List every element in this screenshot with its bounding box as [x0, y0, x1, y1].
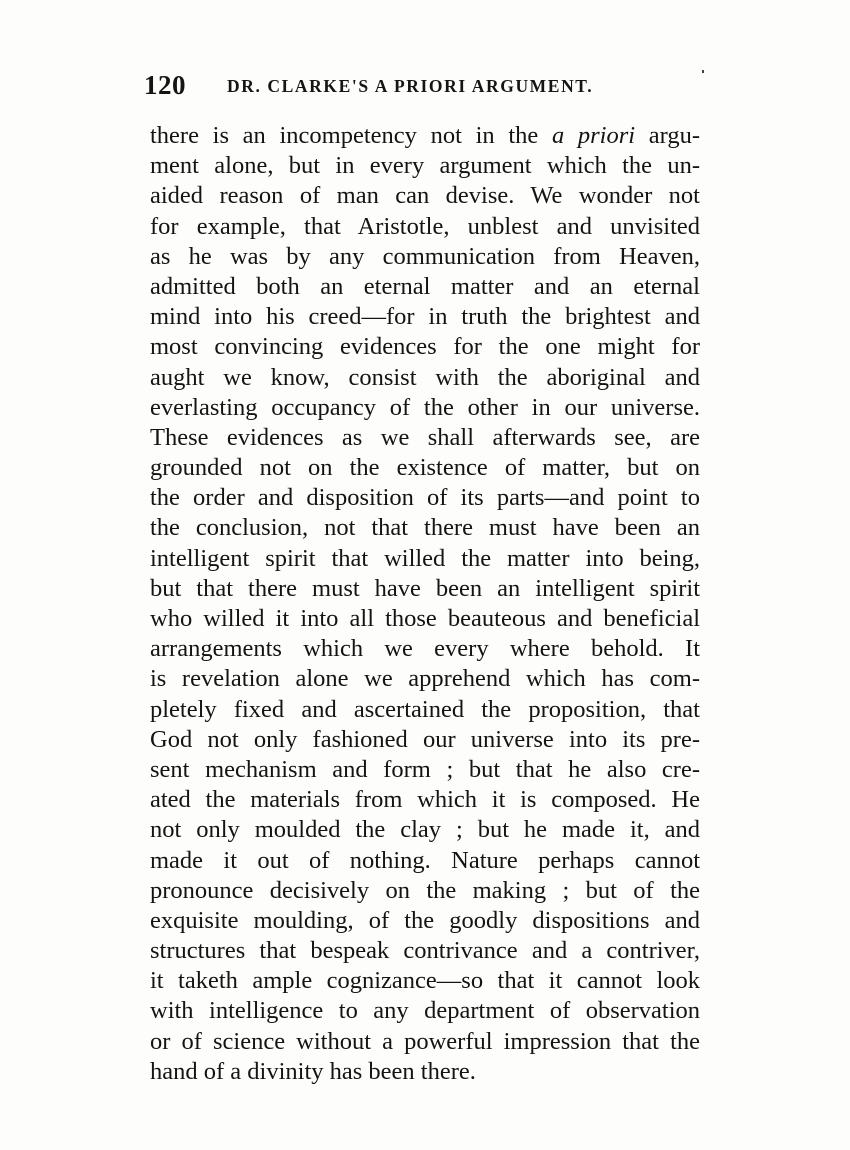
text-segment: there is an incompetency not in the [150, 122, 552, 149]
text-segment: mind into his creed—for in truth the brightest and [150, 303, 700, 331]
text-line [150, 453, 700, 483]
italic-text-segment: a priori [551, 122, 636, 149]
text-line [150, 181, 700, 211]
text-line [150, 483, 700, 513]
text-segment: but that there must have been an intelligent spirit [150, 574, 700, 602]
text-line [150, 121, 700, 151]
text-line [150, 876, 700, 906]
text-segment: not only moulded the clay ; but he made it, and [150, 816, 700, 844]
text-segment: grounded not on the existence of matter, but on [150, 454, 700, 482]
text-line [150, 996, 700, 1026]
text-segment: pletely fixed and ascertained the proposition, that [150, 695, 700, 723]
text-segment: pronounce decisively on the making ; but of the [150, 876, 700, 904]
text-segment: God not only fashioned our universe into its pre- [150, 725, 700, 753]
text-segment: for example, that Aristotle, unblest and unvisited [150, 212, 700, 240]
text-segment: ated the materials from which it is composed. He [150, 786, 700, 814]
text-line [150, 393, 700, 423]
text-segment: exquisite moulding, of the goodly dispositions and [150, 906, 700, 934]
text-segment: sent mechanism and form ; but that he also cre- [150, 755, 700, 783]
text-segment: as he was by any communication from Heaven, [150, 242, 700, 270]
text-line [150, 634, 700, 664]
text-line [150, 1027, 700, 1057]
text-line [150, 574, 700, 604]
text-segment: structures that bespeak contrivance and a contriver, [150, 937, 700, 965]
text-line [150, 302, 700, 332]
text-line [150, 966, 700, 996]
text-segment: arrangements which we every where behold. It [150, 635, 700, 663]
text-segment: argu- [635, 122, 700, 149]
text-line [150, 846, 700, 876]
text-line [150, 906, 700, 936]
text-line [150, 695, 700, 725]
text-segment: with intelligence to any department of observation [150, 997, 700, 1025]
text-segment: the conclusion, not that there must have been an [150, 514, 700, 542]
text-line [150, 725, 700, 755]
text-segment: who willed it into all those beauteous and beneficial [150, 605, 700, 632]
stray-ink-mark [702, 70, 704, 73]
text-segment: aided reason of man can devise. We wonder not [150, 182, 700, 210]
text-segment: admitted both an eternal matter and an eternal [150, 272, 700, 300]
text-line [150, 363, 700, 393]
text-segment: aught we know, consist with the aboriginal and [150, 363, 700, 391]
text-line [150, 664, 700, 694]
text-line [150, 423, 700, 453]
page-number: 120 [144, 70, 186, 100]
text-segment: ment alone, but in every argument which the un- [150, 152, 700, 180]
text-line [150, 151, 700, 181]
text-line [150, 332, 700, 362]
text-segment: hand of a divinity has been there. [150, 1057, 476, 1085]
body-text [150, 121, 700, 1087]
text-line [150, 604, 700, 634]
running-head [144, 70, 704, 100]
text-line [150, 513, 700, 543]
text-segment: everlasting occupancy of the other in our universe. [150, 393, 700, 421]
text-segment: is revelation alone we apprehend which has com- [150, 665, 700, 693]
text-line [150, 936, 700, 966]
text-line [150, 755, 700, 785]
text-line [150, 1057, 700, 1087]
text-line [150, 242, 700, 272]
text-segment: intelligent spirit that willed the matter into being, [150, 544, 700, 572]
text-line [150, 212, 700, 242]
text-line [150, 815, 700, 845]
text-segment: most convincing evidences for the one might for [150, 333, 700, 361]
text-segment: made it out of nothing. Nature perhaps cannot [150, 846, 700, 874]
text-segment: or of science without a powerful impression that the [150, 1027, 700, 1055]
text-segment: it taketh ample cognizance—so that it cannot look [150, 967, 700, 995]
text-line [150, 785, 700, 815]
running-head-title: DR. CLARKE'S A PRIORI ARGUMENT. [227, 76, 594, 96]
text-segment: These evidences as we shall afterwards see, are [150, 423, 700, 451]
text-line [150, 272, 700, 302]
text-segment: the order and disposition of its parts—and point to [150, 484, 700, 512]
text-line [150, 544, 700, 574]
